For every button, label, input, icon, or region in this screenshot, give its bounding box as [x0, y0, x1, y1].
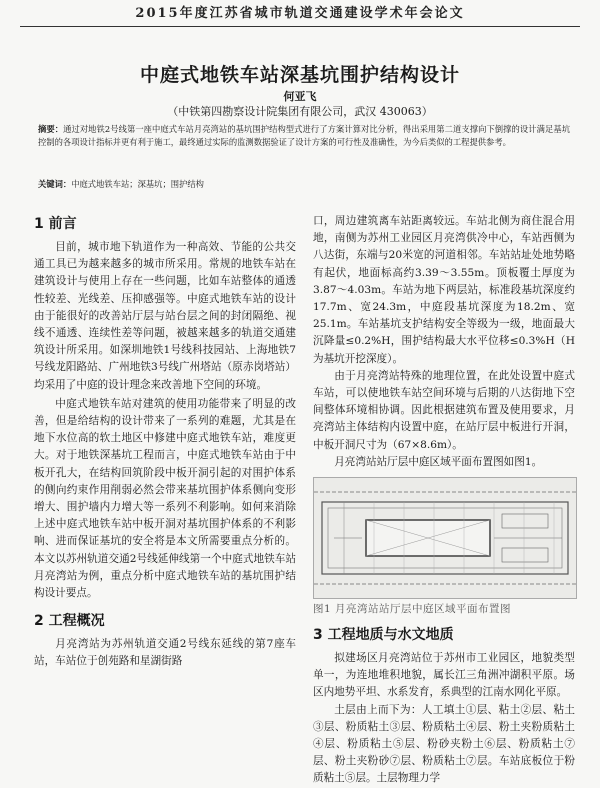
- overview-paragraph-continued: 口，周边建筑离车站距离较远。车站北侧为商住混合用地，南侧为苏州工业园区月亮湾供冷中心，车站西侧为八达街，东端与20米宽的河道相邻。车站站址处地势略有起伏，地面标高约3.39～3.55m。顶板覆土厚度为3.87～4.03m。车站为地下两层站，标准段基坑深度约17.7m、宽24.3m，中庭段基坑深度为18.2m、宽25.1m。车站基坑支护结构安全等级为一级，地面最大沉降量≤0.2%H，围护结构最大水平位移≤0.3%H（H为基坑开挖深度）。: [313, 215, 575, 365]
- abstract: [38, 123, 570, 149]
- section-heading-overview: 2 工程概况: [34, 613, 105, 630]
- abstract-label: 摘要：: [38, 124, 64, 134]
- intro-paragraph-1: 目前，城市地下轨道作为一种高效、节能的公共交通工具已为越来越多的城市所采用。常规的地铁车站在建筑设计与使用上存在一些问题，比如车站整体的通透性较差、光线差、压抑感强等。中庭式地铁车站的设计由于能很好的改善站厅层与站台层之间的封闭隔绝、视线不通透、连续性差等问题，被越来越多的轨道交通建筑设计所采用。如深圳地铁1号线科技园站、上海地铁7号线龙阳路站、广州地铁3号线广州塔站（原赤岗塔站）均采用了中庭的设计理念来改善地下空间的环境。: [34, 241, 296, 391]
- section-heading-intro: 1 前言: [34, 216, 77, 232]
- overview-paragraph-1: 月亮湾站为苏州轨道交通2号线东延线的第7座车站，车站位于创苑路和星湖街路: [34, 638, 296, 668]
- left-column: [34, 213, 296, 671]
- figure-1-floor-plan: [313, 477, 577, 599]
- floor-plan-drawing: [314, 478, 576, 598]
- journal-header: 2015年度江苏省城市轨道交通建设学术年会论文: [20, 4, 580, 27]
- geology-paragraph-1: 拟建场区月亮湾站位于苏州市工业园区，地貌类型单一，为连地堆积地貌，属长江三角洲冲湖积平原。场区内地势平坦、水系发育，系典型的江南水网化平原。: [313, 652, 575, 699]
- right-column: [313, 213, 575, 788]
- author: 何亚飞: [283, 90, 317, 103]
- paper-title: 中庭式地铁车站深基坑围护结构设计: [139, 64, 460, 86]
- keywords-text: 中庭式地铁车站；深基坑；围护结构: [71, 179, 204, 189]
- intro-paragraph-2: 中庭式地铁车站对建筑的使用功能带来了明显的改善，但是给结构的设计带来了一系列的难题，尤其是在地下水位高的软土地区中修建中庭式地铁车站，难度更大。对于地铁深基坑工程而言，中庭式地铁车站由于中板开孔大，在结构回筑阶段中板开洞引起的对围护体系的侧向约束作用削弱必然会带来基坑围护体系侧向变形增大、围护墙内力增大等一系列不利影响。如何来消除上述中庭式地铁车站中板开洞对基坑围护体系的不利影响、进而保证基坑的安全将是本文所需要重点分析的。本文以苏州轨道交通2号线延伸线第一个中庭式地铁车站月亮湾站为例，重点分析中庭式地铁车站的基坑围护结构设计要点。: [34, 397, 296, 600]
- geology-paragraph-2: 土层由上而下为：人工填土①层、粘土②层、粘土③层、粉质粘土③层、粉质粘土④层、粉土夹粉质粘土④层、粉质粘土⑤层、粉砂夹粉土⑥层、粉质粘土⑦层、粉土夹粉砂⑦层、粉质粘土⑦层。车站底板位于粉质粘土⑤层。土层物理力学: [313, 703, 575, 785]
- keywords: [38, 178, 570, 191]
- section-heading-geology: 3 工程地质与水文地质: [313, 627, 454, 644]
- keywords-label: 关键词：: [38, 179, 72, 189]
- abstract-text: 通过对地铁2号线第一座中庭式车站月亮湾站的基坑围护结构型式进行了方案计算对比分析，得出采用第二道支撑向下倒撑的设计满足基坑控制的各项设计指标并更有利于施工，最终通过实际的监测数据验证了设计方案的可行性及准确性，为今后类似的工程提供参考。: [38, 124, 570, 148]
- overview-paragraph-2: 由于月亮湾站特殊的地理位置，在此处设置中庭式车站，可以使地铁车站空间环境与后期的八达街地下空间整体环境相协调。因此根据建筑布置及使用要求，月亮湾站主体结构内设置中庭，在站厅层中板进行开洞，中板开洞尺寸为（67×8.6m）。: [313, 369, 575, 451]
- figure-1-caption: 图1 月亮湾站站厅层中庭区域平面布置图: [313, 603, 512, 616]
- overview-paragraph-3: 月亮湾站站厅层中庭区域平面布置图如图1。: [334, 455, 543, 468]
- affiliation: （中铁第四勘察设计院集团有限公司，武汉 430063）: [167, 105, 433, 118]
